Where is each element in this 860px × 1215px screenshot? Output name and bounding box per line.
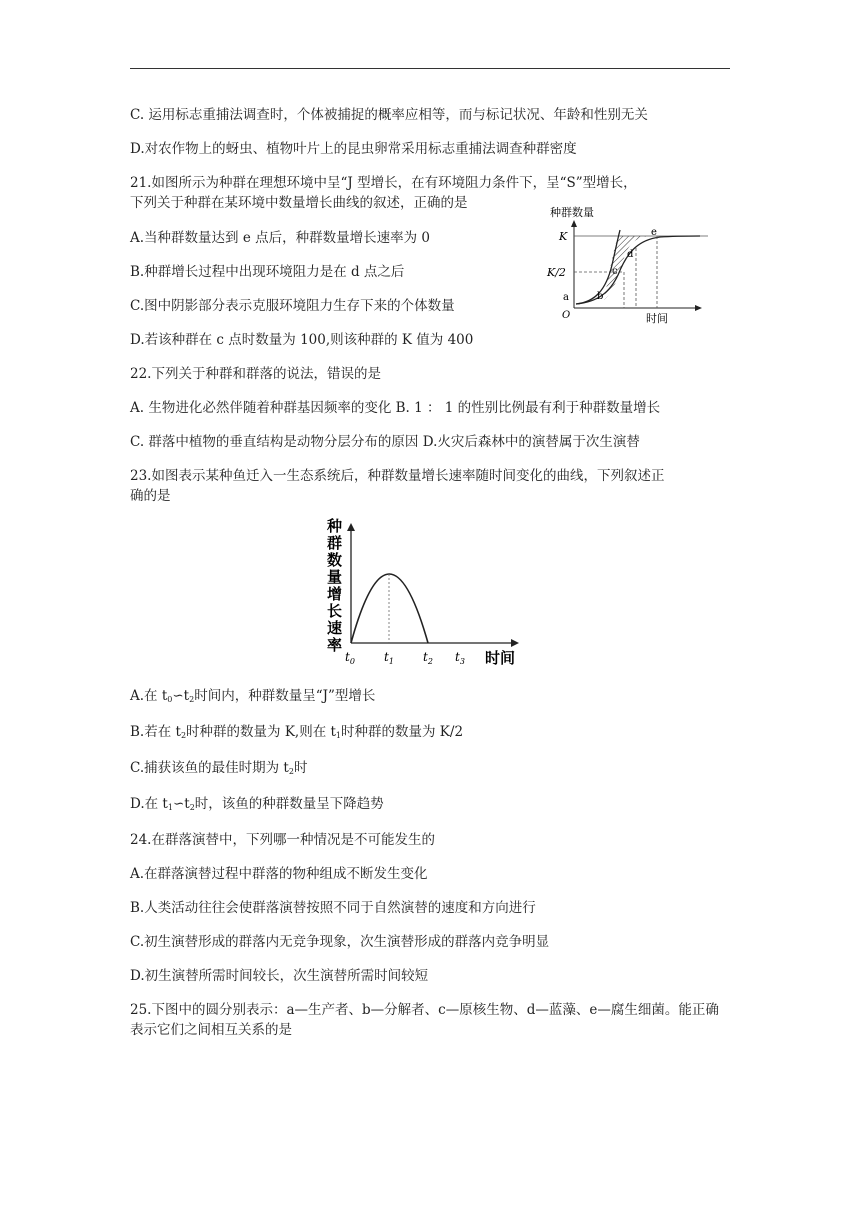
q21-y-arrow (571, 220, 577, 227)
q22-stem: 22.下列关于种群和群落的说法，错误的是 (130, 366, 381, 382)
q23-tick-t3: $t_3$ (455, 650, 465, 666)
q22-options-ab: A. 生物进化必然伴随着种群基因频率的变化 B. 1 ： 1 的性别比例最有利于种群数量增长 (130, 400, 661, 416)
q23-option-d: D.在 $t_1∽t_2$时，该鱼的种群数量呈下降趋势 (130, 796, 384, 812)
q23-option-a: A.在 $t_0∽t_2$时间内，种群数量呈“J”型增长 (130, 688, 376, 704)
svg-text:群: 群 (327, 534, 343, 552)
q24-option-d: D.初生演替所需时间较长，次生演替所需时间较短 (130, 968, 429, 984)
q21-stem-line1: 21.如图所示为种群在理想环境中呈“J 型增长，在有环境阻力条件下，呈“S”型增长， (130, 175, 637, 191)
q21-k2-label: K/2 (547, 266, 566, 279)
svg-text:量: 量 (327, 568, 343, 586)
q23-rate-curve (351, 574, 428, 643)
q24-option-b: B.人类活动往往会使群落演替按照不同于自然演替的速度和方向进行 (130, 900, 536, 916)
q21-x-arrow (695, 305, 702, 311)
q20-option-d: D.对农作物上的蚜虫、植物叶片上的昆虫卵常采用标志重捕法调查种群密度 (130, 141, 577, 157)
q23-tick-t2: $t_2$ (423, 650, 433, 666)
q24-option-a: A.在群落演替过程中群落的物种组成不断发生变化 (130, 866, 428, 882)
q21-option-a: A.当种群数量达到 e 点后，种群数量增长速率为 0 (130, 230, 430, 246)
q23-option-b: B.若在 $t_2$时种群的数量为 K,则在 $t_1$时种群的数量为 K/2 (130, 724, 464, 740)
q24-stem: 24.在群落演替中，下列哪一种情况是不可能发生的 (130, 832, 435, 848)
q21-point-d: d (627, 249, 634, 260)
svg-text:数: 数 (327, 551, 343, 569)
q23-option-c: C.捕获该鱼的最佳时期为 $t_2$时 (130, 760, 308, 776)
q21-point-a: a (563, 292, 569, 303)
q21-x-axis-label: 时间 (646, 312, 668, 325)
q21-point-b: b (597, 291, 604, 302)
q23-tick-t1: $t_1$ (384, 650, 394, 666)
q23-y-arrow (347, 523, 355, 531)
q21-growth-curve-figure (540, 200, 720, 325)
q21-point-c: c (612, 266, 618, 277)
q21-k-label: K (559, 230, 568, 243)
svg-text:速: 速 (327, 619, 343, 637)
svg-text:增: 增 (327, 585, 343, 603)
q23-stem-line2: 确的是 (130, 488, 171, 504)
q21-point-e: e (651, 227, 657, 238)
q23-y-axis-label (326, 517, 342, 654)
q20-option-c: C. 运用标志重捕法调查时，个体被捕捉的概率应相等，而与标记状况、年龄和性别无关 (130, 107, 648, 123)
svg-text:种: 种 (327, 517, 343, 535)
q23-growth-rate-figure (315, 515, 530, 670)
q23-x-arrow (511, 639, 519, 647)
svg-text:长: 长 (327, 602, 343, 620)
svg-text:率: 率 (327, 636, 343, 654)
q24-option-c: C.初生演替形成的群落内无竞争现象，次生演替形成的群落内竞争明显 (130, 934, 550, 950)
header-rule (130, 68, 730, 69)
q21-y-axis-label: 种群数量 (550, 206, 594, 219)
q23-tick-t0: $t_0$ (345, 650, 355, 666)
q23-stem-line1: 23.如图表示某种鱼迁入一生态系统后，种群数量增长速率随时间变化的曲线，下列叙述正 (130, 468, 665, 484)
q23-x-axis-label: 时间 (485, 649, 516, 667)
q22-options-cd: C. 群落中植物的垂直结构是动物分层分布的原因 D.火灾后森林中的演替属于次生演替 (130, 434, 640, 450)
q21-stem-line2: 下列关于种群在某环境中数量增长曲线的叙述，正确的是 (130, 195, 468, 211)
q21-option-d: D.若该种群在 c 点时数量为 100,则该种群的 K 值为 400 (130, 332, 474, 348)
q25-stem: 25.下图中的圆分别表示：a—生产者、b—分解者、c—原核生物、d—蓝藻、e—腐生细菌。能正确表示它们之间相互关系的是 (130, 1002, 719, 1038)
q21-option-c: C.图中阴影部分表示克服环境阻力生存下来的个体数量 (130, 298, 455, 314)
q21-s-curve (576, 236, 700, 304)
q21-origin-label: O (562, 310, 571, 321)
q21-option-b: B.种群增长过程中出现环境阻力是在 d 点之后 (130, 264, 405, 280)
